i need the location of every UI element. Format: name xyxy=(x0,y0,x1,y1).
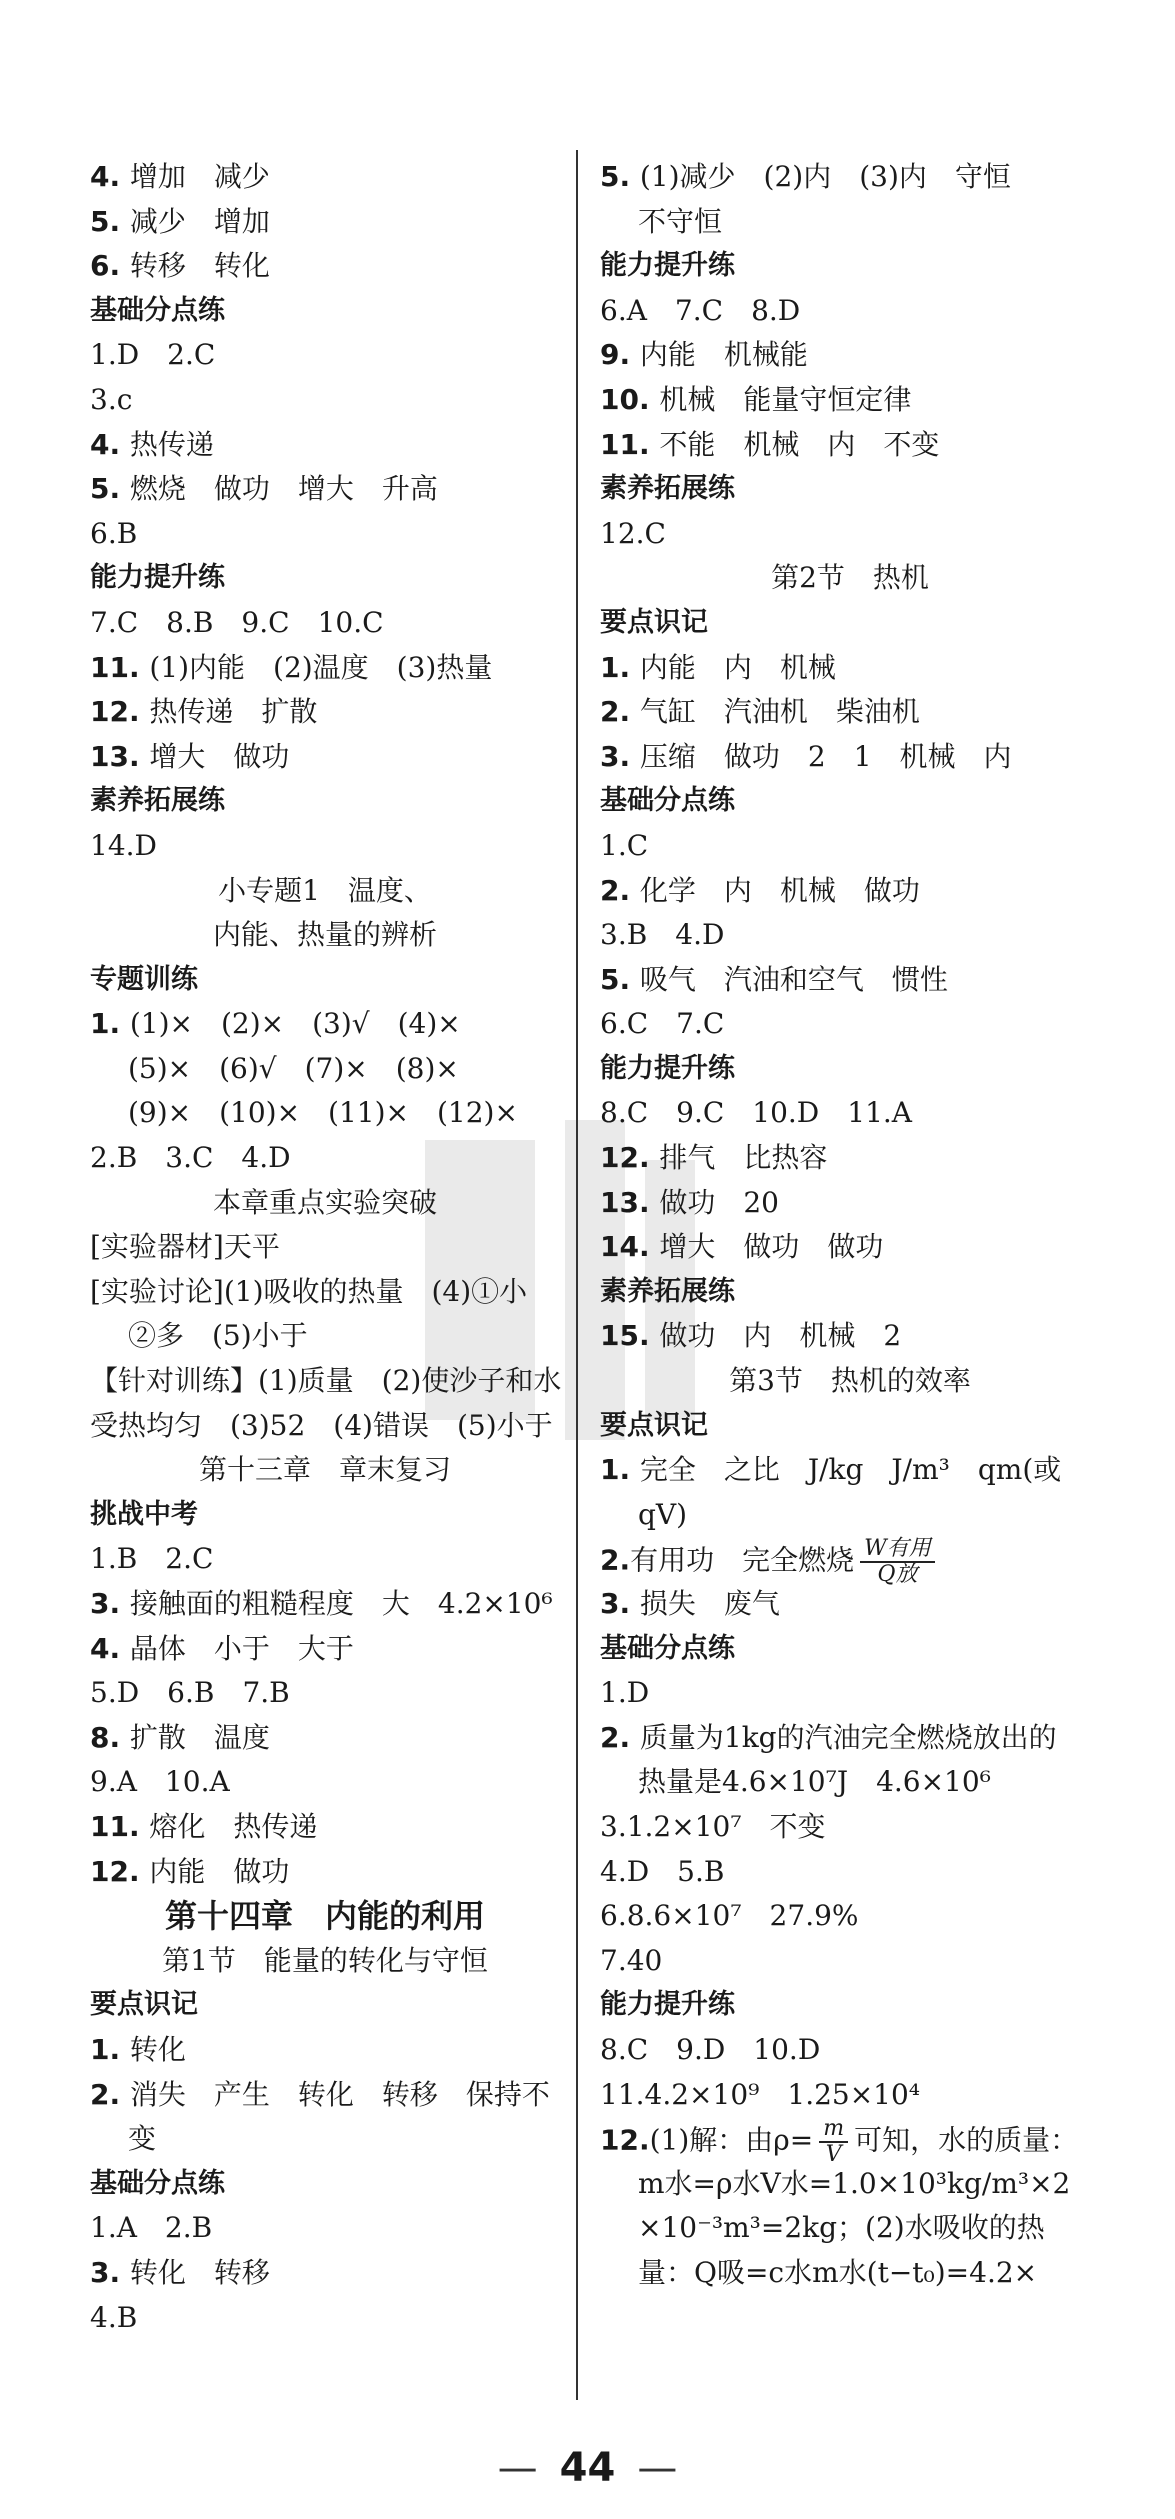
answer-text: 转化 转移 xyxy=(129,2255,270,2289)
question-number: 3. xyxy=(90,2255,130,2289)
answer-text: 排气 比热容 xyxy=(659,1141,828,1175)
question-number: 1. xyxy=(600,1453,640,1487)
answer-line xyxy=(600,1716,1100,1761)
section-title: 第十三章 章末复习 xyxy=(198,1453,451,1487)
question-number: 12. xyxy=(90,695,150,729)
answer-text: 热传递 xyxy=(129,427,214,461)
answer-continuation: 量：Q吸=c水m水(t−t₀)=4.2× xyxy=(638,2255,1038,2289)
answer-text: 晶体 小于 大于 xyxy=(129,1631,354,1665)
answer-line: 11.4.2×10⁹ 1.25×10⁴ xyxy=(600,2077,921,2111)
answer-text: (1)解：由ρ= xyxy=(649,2123,814,2157)
question-number: 4. xyxy=(90,160,130,193)
answer-continuation: qV) xyxy=(638,1497,688,1531)
answer-line: 6.B xyxy=(90,516,138,550)
question-number: 1. xyxy=(90,1007,130,1041)
answer-line xyxy=(90,200,560,245)
answer-text: (1)内能 (2)温度 (3)热量 xyxy=(149,650,493,684)
answer-line: 8.C 9.D 10.D xyxy=(600,2032,821,2066)
question-number: 4. xyxy=(90,1631,130,1665)
question-number: 3. xyxy=(600,1587,640,1620)
answer-text: 内能 内 机械 xyxy=(639,650,836,684)
answer-line: 8.C 9.C 10.D 11.A xyxy=(600,1096,913,1130)
answer-text: 气缸 汽油机 柴油机 xyxy=(639,695,920,729)
answer-line xyxy=(90,1805,560,1850)
answer-text: 增大 做功 做功 xyxy=(659,1230,884,1264)
question-number: 11. xyxy=(90,650,150,684)
answer-line xyxy=(600,378,1100,423)
answer-line xyxy=(90,2028,560,2073)
question-number: 10. xyxy=(600,382,660,416)
answer-line xyxy=(600,333,1100,378)
section-heading: 素养拓展练 xyxy=(90,785,225,817)
fraction-numerator: m xyxy=(819,2117,848,2143)
question-number: 12. xyxy=(600,2123,650,2157)
answer-continuation: (9)× (10)× (11)× (12)× xyxy=(128,1096,518,1130)
answer-line xyxy=(90,1002,560,1047)
question-number: 2. xyxy=(600,873,640,907)
question-number: 8. xyxy=(90,1720,130,1754)
question-number: 11. xyxy=(90,1809,150,1843)
answer-text: 内能 机械能 xyxy=(639,338,808,372)
answer-line xyxy=(600,1536,1100,1588)
answer-text: (1)× (2)× (3)√ (4)× xyxy=(129,1007,461,1041)
answer-line: 1.D xyxy=(600,1676,650,1710)
answer-line xyxy=(90,2251,560,2296)
answer-line xyxy=(600,958,1100,1003)
answer-line xyxy=(90,1716,560,1761)
page-number: 44 xyxy=(559,2445,616,2491)
question-number: 15. xyxy=(600,1319,660,1353)
section-heading: 要点识记 xyxy=(90,1989,198,2021)
answer-line xyxy=(90,467,560,512)
answer-line: 3.1.2×10⁷ 不变 xyxy=(600,1809,826,1843)
answer-text: 做功 20 xyxy=(659,1185,779,1219)
answer-line: 5.D 6.B 7.B xyxy=(90,1676,290,1710)
question-number: 12. xyxy=(600,1141,660,1175)
question-number: 5. xyxy=(90,472,130,506)
answer-line xyxy=(90,735,560,780)
question-number: 9. xyxy=(600,338,640,372)
answer-text: (1)减少 (2)内 (3)内 守恒 xyxy=(639,160,1011,193)
answer-line: 6.8.6×10⁷ 27.9% xyxy=(600,1899,859,1933)
answer-line: 【针对训练】(1)质量 (2)使沙子和水 xyxy=(90,1364,562,1398)
answer-text: 扩散 温度 xyxy=(129,1720,270,1754)
section-heading: 专题训练 xyxy=(90,963,198,995)
answer-line: [实验讨论](1)吸收的热量 (4)①小 xyxy=(90,1274,528,1308)
section-title: 第1节 能量的转化与守恒 xyxy=(162,1943,488,1977)
answer-line xyxy=(600,1225,1100,1270)
section-title: 第3节 热机的效率 xyxy=(729,1364,971,1398)
question-number: 5. xyxy=(90,204,130,238)
question-number: 4. xyxy=(90,427,130,461)
answer-line xyxy=(90,423,560,468)
section-heading: 素养拓展练 xyxy=(600,473,735,505)
section-heading: 能力提升练 xyxy=(600,1052,735,1084)
question-number: 11. xyxy=(600,427,660,461)
answer-line xyxy=(600,690,1100,735)
answer-text: 增加 减少 xyxy=(129,160,270,193)
section-title: 小专题1 温度、 xyxy=(218,873,432,907)
fraction-denominator: V xyxy=(825,2142,842,2168)
answer-line: 12.C xyxy=(600,516,666,550)
answer-line: 4.D 5.B xyxy=(600,1854,725,1888)
answer-text: 熔化 热传递 xyxy=(149,1809,318,1843)
fraction xyxy=(860,1537,935,1587)
page-footer xyxy=(0,2445,1175,2491)
answer-line: 3.B 4.D xyxy=(600,918,725,952)
answer-text: 消失 产生 转化 转移 保持不 xyxy=(129,2077,550,2111)
answer-line xyxy=(600,1448,1100,1493)
answer-text: 接触面的粗糙程度 大 4.2×10⁶ xyxy=(129,1587,553,1620)
question-number: 5. xyxy=(600,160,640,193)
answer-line: 6.C 7.C xyxy=(600,1007,725,1041)
answer-continuation: (5)× (6)√ (7)× (8)× xyxy=(128,1051,459,1085)
section-heading: 能力提升练 xyxy=(600,250,735,282)
question-number: 12. xyxy=(90,1854,150,1888)
answer-line: 1.C xyxy=(600,828,649,862)
answer-text: 有用功 完全燃烧 xyxy=(630,1543,855,1577)
answer-line xyxy=(90,155,560,200)
question-number: 3. xyxy=(600,739,640,773)
chapter-title: 第十四章 内能的利用 xyxy=(164,1897,485,1936)
answer-line xyxy=(90,690,560,735)
footer-dash-left: — xyxy=(497,2445,538,2491)
answer-line: [实验器材]天平 xyxy=(90,1230,280,1264)
question-number: 6. xyxy=(90,249,130,283)
section-heading: 基础分点练 xyxy=(90,294,225,326)
question-number: 14. xyxy=(600,1230,660,1264)
section-heading: 能力提升练 xyxy=(90,562,225,594)
question-number: 13. xyxy=(600,1185,660,1219)
question-number: 5. xyxy=(600,962,640,996)
section-heading: 基础分点练 xyxy=(90,2167,225,2199)
answer-text: 做功 内 机械 2 xyxy=(659,1319,902,1353)
section-heading: 基础分点练 xyxy=(600,785,735,817)
section-heading: 要点识记 xyxy=(600,1409,708,1441)
section-title: 本章重点实验突破 xyxy=(212,1185,437,1219)
question-number: 2. xyxy=(600,695,640,729)
fraction-numerator: W有用 xyxy=(860,1537,935,1563)
left-column xyxy=(90,155,560,2340)
question-number: 2. xyxy=(90,2077,130,2111)
answer-text: 增大 做功 xyxy=(149,739,290,773)
question-number: 3. xyxy=(90,1587,130,1620)
answer-text: 化学 内 机械 做功 xyxy=(639,873,920,907)
answer-line: 1.B 2.C xyxy=(90,1542,214,1576)
section-heading: 素养拓展练 xyxy=(600,1275,735,1307)
answer-text: 完全 之比 J/kg J/m³ qm(或 xyxy=(639,1453,1062,1487)
section-heading: 要点识记 xyxy=(600,606,708,638)
answer-line xyxy=(90,646,560,691)
section-title: 第2节 热机 xyxy=(771,561,929,595)
answer-continuation: 不守恒 xyxy=(638,204,723,238)
section-heading: 挑战中考 xyxy=(90,1498,198,1530)
question-number: 1. xyxy=(600,650,640,684)
answer-line: 3.c xyxy=(90,382,133,416)
answer-line: 7.C 8.B 9.C 10.C xyxy=(90,605,384,639)
answer-line xyxy=(600,646,1100,691)
answer-text: 压缩 做功 2 1 机械 内 xyxy=(639,739,1012,773)
answer-line xyxy=(90,244,560,289)
answer-line: 受热均匀 (3)52 (4)错误 (5)小于 xyxy=(90,1408,553,1442)
answer-line xyxy=(600,1582,1100,1627)
answer-line xyxy=(90,1582,560,1627)
answer-text: 燃烧 做功 增大 升高 xyxy=(129,472,438,506)
answer-text: 内能 做功 xyxy=(149,1854,290,1888)
answer-line: 7.40 xyxy=(600,1943,663,1977)
answer-continuation: m水=ρ水V水=1.0×10³kg/m³×2 xyxy=(638,2166,1071,2200)
answer-line: 2.B 3.C 4.D xyxy=(90,1141,291,1175)
answer-line xyxy=(90,1627,560,1672)
answer-line xyxy=(600,869,1100,914)
answer-line xyxy=(600,735,1100,780)
answer-line: 9.A 10.A xyxy=(90,1765,230,1799)
answer-line: 1.D 2.C xyxy=(90,338,216,372)
answer-text: 机械 能量守恒定律 xyxy=(659,382,912,416)
right-column xyxy=(600,155,1100,2296)
answer-line xyxy=(90,1850,560,1895)
answer-line: 1.A 2.B xyxy=(90,2211,213,2245)
answer-line xyxy=(90,2073,560,2118)
answer-line: 4.B xyxy=(90,2300,138,2334)
answer-line xyxy=(600,1136,1100,1181)
question-number: 2. xyxy=(600,1720,640,1754)
question-number: 13. xyxy=(90,739,150,773)
answer-line xyxy=(600,423,1100,468)
answer-text: 吸气 汽油和空气 惯性 xyxy=(639,962,948,996)
answer-line xyxy=(600,155,1100,200)
answer-text: 热传递 扩散 xyxy=(149,695,318,729)
answer-text: 可知，水的质量： xyxy=(854,2123,1079,2157)
footer-dash-right: — xyxy=(637,2445,678,2491)
section-heading: 基础分点练 xyxy=(600,1632,735,1664)
answer-line: 6.A 7.C 8.D xyxy=(600,293,801,327)
answer-text: 损失 废气 xyxy=(639,1587,780,1620)
answer-continuation: 热量是4.6×10⁷J 4.6×10⁶ xyxy=(638,1765,991,1799)
question-number: 1. xyxy=(90,2032,130,2066)
answer-line xyxy=(600,1181,1100,1226)
answer-continuation: ②多 (5)小于 xyxy=(128,1319,308,1353)
answer-text: 不能 机械 内 不变 xyxy=(659,427,940,461)
answer-text: 转移 转化 xyxy=(129,249,270,283)
answer-text: 转化 xyxy=(129,2032,186,2066)
answer-line xyxy=(600,1314,1100,1359)
question-number: 2. xyxy=(600,1543,631,1577)
answer-line: 14.D xyxy=(90,828,157,862)
answer-text: 质量为1kg的汽油完全燃烧放出的 xyxy=(639,1720,1057,1754)
answer-text: 减少 增加 xyxy=(129,204,270,238)
section-heading: 能力提升练 xyxy=(600,1989,735,2021)
answer-continuation: ×10⁻³m³=2kg；(2)水吸收的热 xyxy=(638,2211,1045,2245)
fraction-denominator: Q放 xyxy=(877,1562,918,1588)
section-title: 内能、热量的辨析 xyxy=(212,918,437,952)
answer-continuation: 变 xyxy=(128,2122,157,2156)
answer-line xyxy=(600,2116,1100,2168)
fraction xyxy=(819,2117,848,2167)
column-divider xyxy=(576,150,578,2400)
